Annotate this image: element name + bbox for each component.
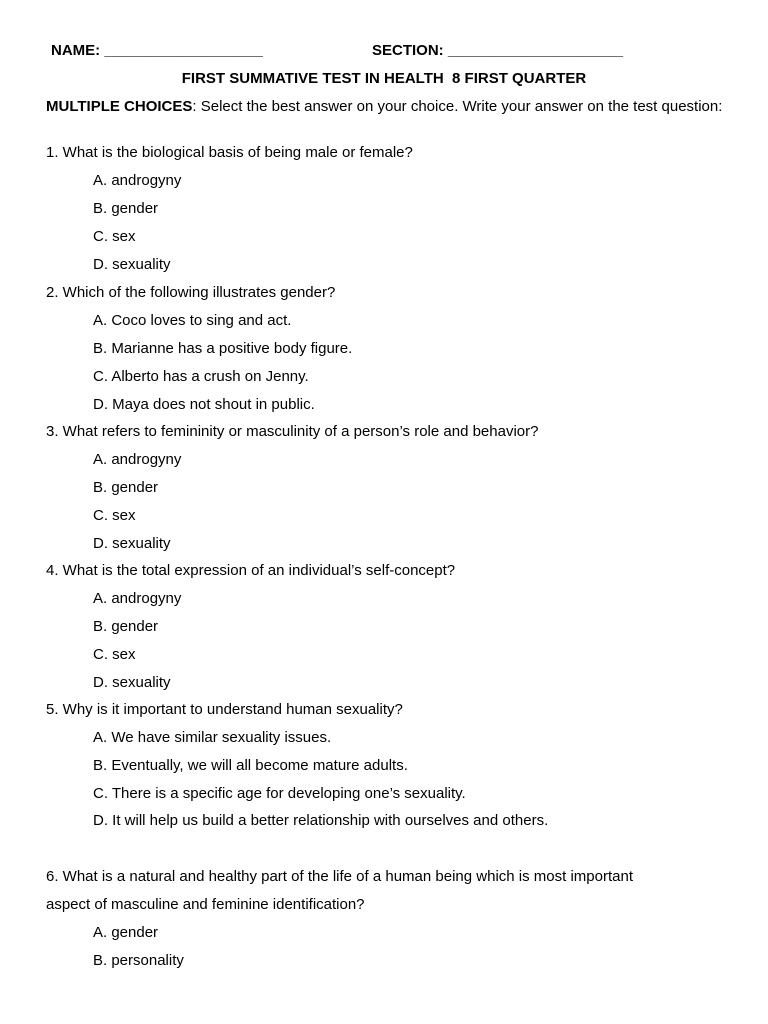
choice-5d: D. It will help us build a better relationship with ourselves and others.	[93, 812, 549, 829]
choice-6a: A. gender	[93, 924, 159, 941]
choice-2c: C. Alberto has a crush on Jenny.	[93, 368, 309, 385]
choice-5c: C. There is a specific age for developing one’s sexuality.	[93, 785, 466, 802]
instructions-label: MULTIPLE CHOICES	[46, 98, 193, 115]
choice-1d: D. sexuality	[93, 256, 171, 273]
choice-4d: D. sexuality	[93, 674, 171, 691]
choice-3b: B. gender	[93, 479, 159, 496]
name-field: NAME: ___________________	[51, 42, 263, 59]
choice-1c: C. sex	[93, 228, 136, 245]
instructions	[46, 98, 726, 116]
question-2: 2. Which of the following illustrates gender?	[46, 284, 336, 301]
choice-4c: C. sex	[93, 646, 136, 663]
question-4: 4. What is the total expression of an individual’s self-concept?	[46, 562, 456, 579]
test-title: FIRST SUMMATIVE TEST IN HEALTH 8 FIRST QUARTER	[181, 70, 587, 87]
choice-4b: B. gender	[93, 618, 159, 635]
choice-6b: B. personality	[93, 952, 184, 969]
section-field: SECTION: _____________________	[372, 42, 624, 59]
choice-3c: C. sex	[93, 507, 136, 524]
question-6-line2: aspect of masculine and feminine identification?	[46, 896, 365, 913]
choice-2d: D. Maya does not shout in public.	[93, 396, 315, 413]
choice-5a: A. We have similar sexuality issues.	[93, 729, 332, 746]
choice-2a: A. Coco loves to sing and act.	[93, 312, 292, 329]
choice-4a: A. androgyny	[93, 590, 182, 607]
question-1: 1. What is the biological basis of being male or female?	[46, 144, 413, 161]
choice-3a: A. androgyny	[93, 451, 182, 468]
question-3: 3. What refers to femininity or masculinity of a person’s role and behavior?	[46, 423, 539, 440]
choice-3d: D. sexuality	[93, 535, 171, 552]
choice-2b: B. Marianne has a positive body figure.	[93, 340, 353, 357]
instructions-text: : Select the best answer on your choice. Write your answer on the test question:	[192, 98, 723, 115]
choice-1b: B. gender	[93, 200, 159, 217]
question-6-line1: 6. What is a natural and healthy part of the life of a human being which is most important	[46, 868, 633, 885]
choice-5b: B. Eventually, we will all become mature adults.	[93, 757, 408, 774]
question-5: 5. Why is it important to understand human sexuality?	[46, 701, 403, 718]
choice-1a: A. androgyny	[93, 172, 182, 189]
